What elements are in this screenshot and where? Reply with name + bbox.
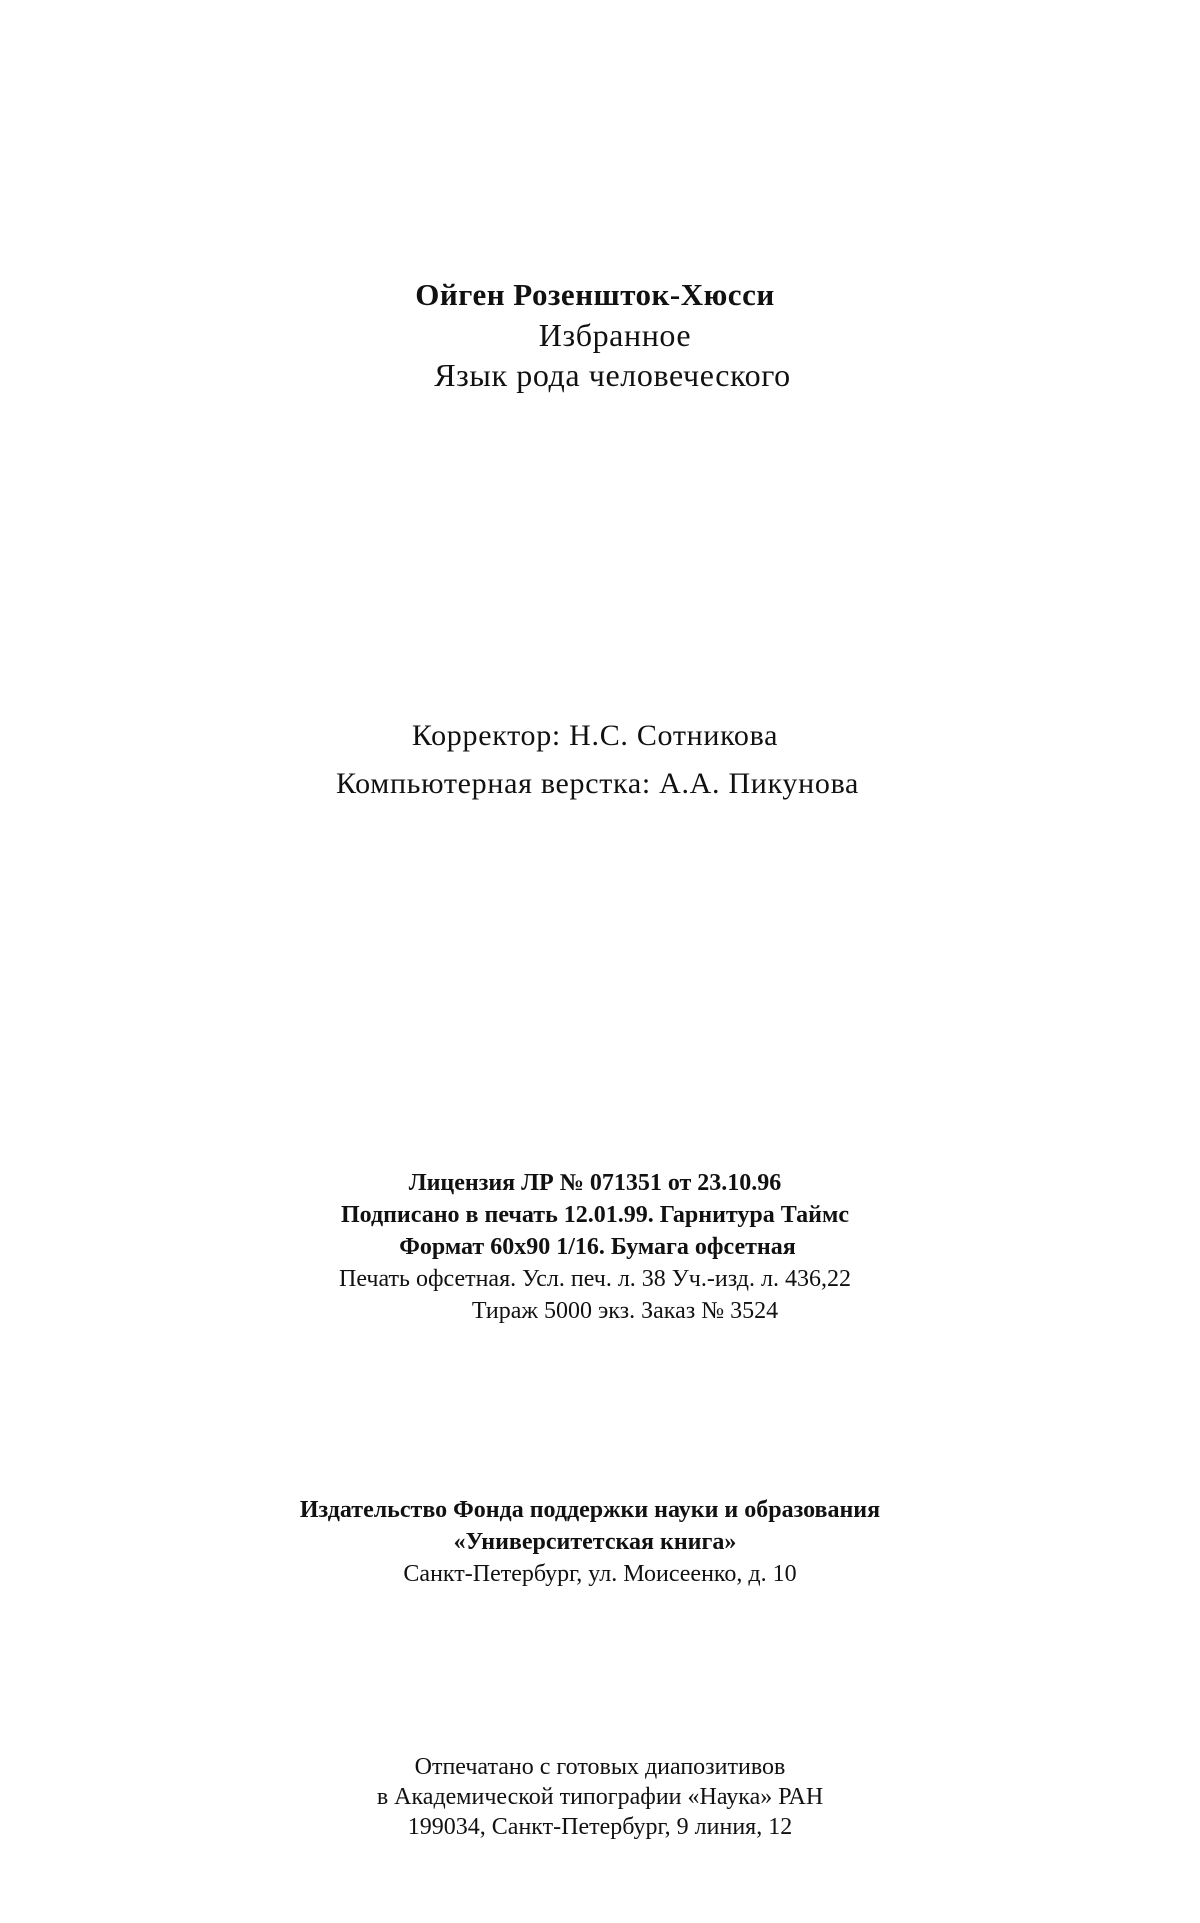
publisher-address: Санкт-Петербург, ул. Моисеенко, д. 10 [403, 1561, 797, 1587]
title-block [0, 275, 1200, 395]
publisher-brand: «Университетская книга» [453, 1529, 737, 1555]
license-line: Лицензия ЛР № 071351 от 23.10.96 [408, 1170, 782, 1196]
author-name: Ойген Розеншток-Хюсси [415, 277, 775, 312]
book-title: Избранное [538, 317, 692, 353]
printer-address: 199034, Санкт-Петербург, 9 линия, 12 [407, 1814, 793, 1840]
publisher-block [0, 1494, 1200, 1590]
format-line: Формат 60x90 1/16. Бумага офсетная [399, 1234, 796, 1260]
imprint-block [0, 1167, 1200, 1327]
publisher-name: Издательство Фонда поддержки науки и образования [299, 1497, 881, 1523]
corrector-credit: Корректор: Н.С. Сотникова [411, 719, 779, 752]
credits-block [0, 712, 1200, 808]
print-sheets-line: Печать офсетная. Усл. печ. л. 38 Уч.-изд. л. 436,22 [339, 1266, 851, 1292]
print-run-line: Тираж 5000 экз. Заказ № 3524 [471, 1298, 779, 1324]
printer-note: Отпечатано с готовых диапозитивов [414, 1754, 786, 1780]
printer-block [0, 1752, 1200, 1842]
signed-to-print-line: Подписано в печать 12.01.99. Гарнитура Таймс [340, 1202, 849, 1228]
book-subtitle: Язык рода человеческого [434, 357, 791, 393]
layout-credit: Компьютерная верстка: А.А. Пикунова [335, 767, 860, 800]
printer-name: в Академической типографии «Наука» РАН [376, 1784, 824, 1810]
